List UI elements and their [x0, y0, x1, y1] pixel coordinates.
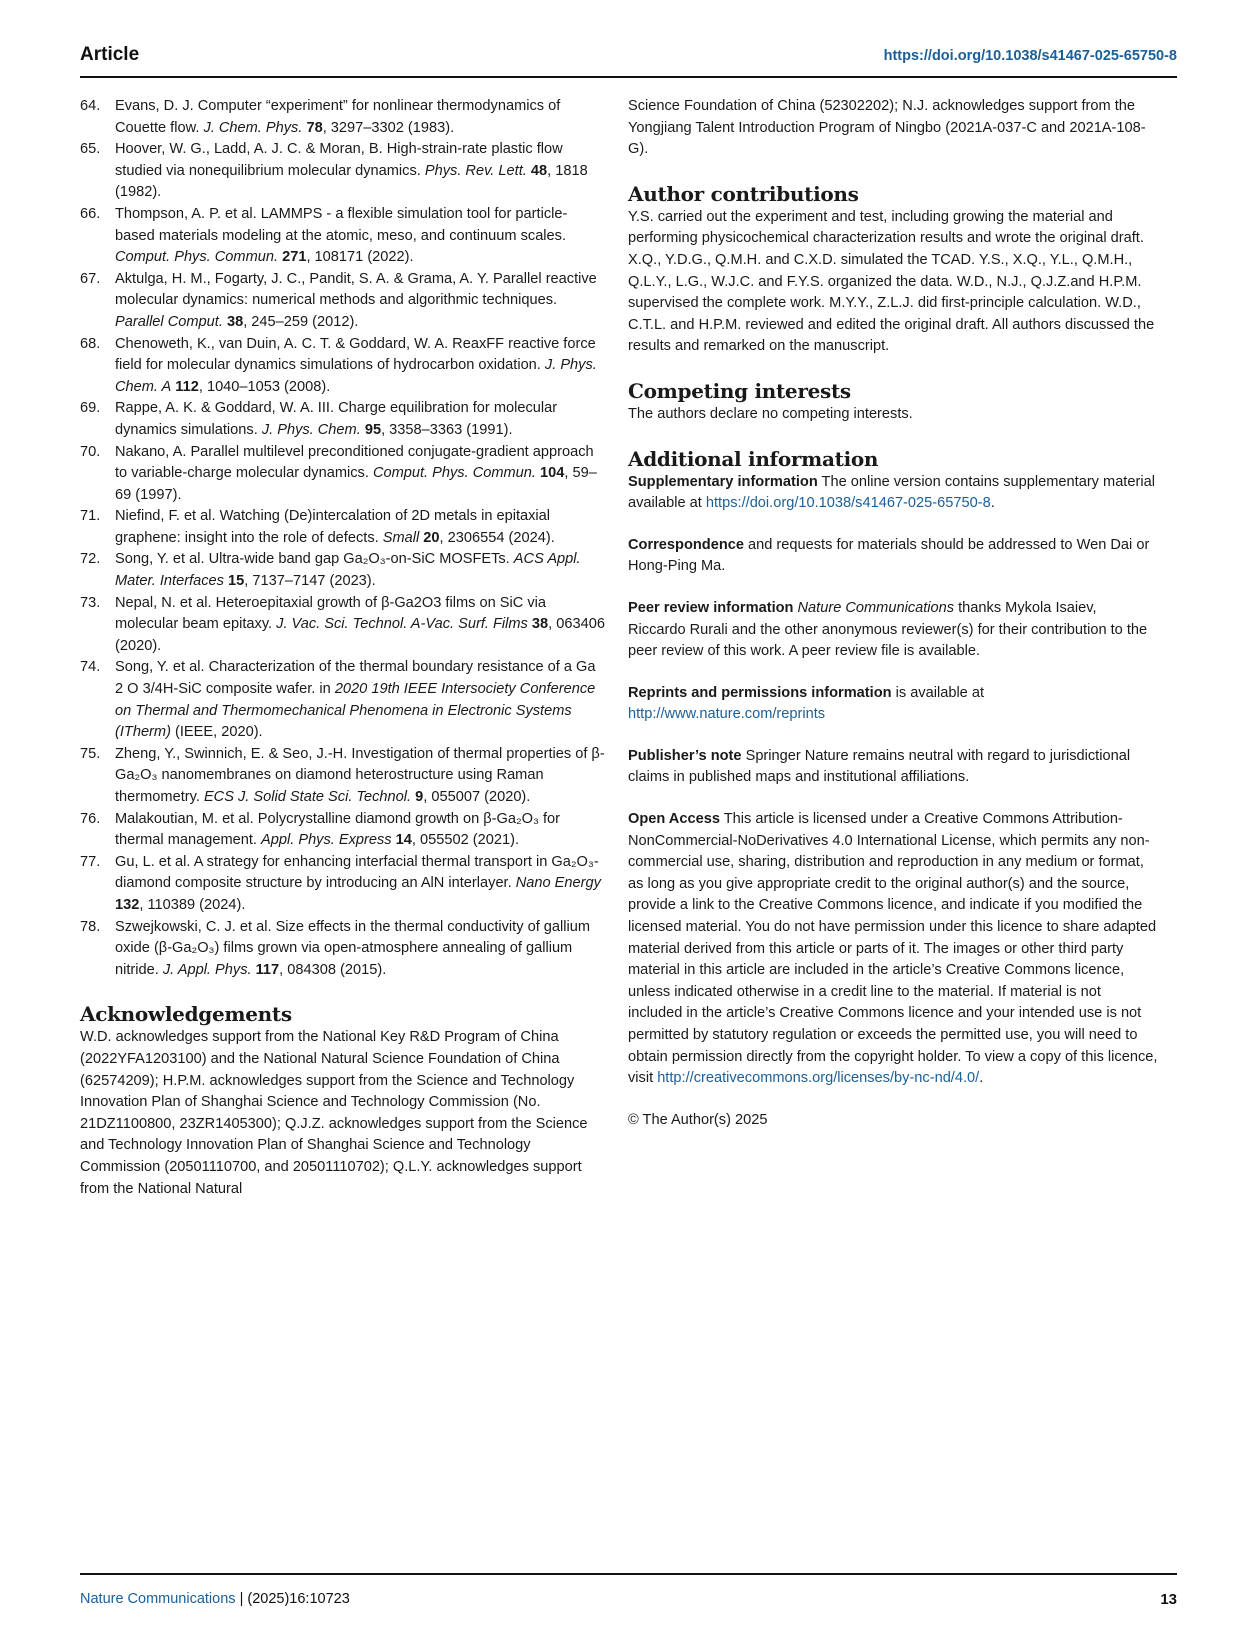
reference-text: Nakano, A. Parallel multilevel preconditioned conjugate-gradient approach to variable-charge molecular dynamics. — [115, 443, 594, 482]
open-access-label: Open Access — [628, 811, 720, 828]
reference-item — [80, 398, 606, 441]
correspondence-text: and requests for materials should be addressed to Wen Dai or Hong-Ping Ma. — [628, 536, 1150, 575]
reference-journal: ECS J. Solid State Sci. Technol. — [203, 789, 412, 805]
license-link[interactable]: http://creativecommons.org/licenses/by-nc-nd/4.0/ — [657, 1070, 980, 1087]
reference-volume: 132 — [115, 896, 140, 913]
reference-item — [80, 657, 606, 743]
competing-interests-heading: Competing interests — [628, 378, 851, 403]
supplementary-information — [628, 472, 1158, 515]
copyright-notice: © The Author(s) 2025 — [628, 1111, 768, 1128]
reference-number: 65. — [80, 141, 101, 158]
reference-number: 78. — [80, 918, 101, 935]
reference-text: Thompson, A. P. et al. LAMMPS - a flexible simulation tool for particle-based materials modeling at the atomic, meso, and continuum scales. — [115, 205, 568, 244]
open-access-text: This article is licensed under a Creative Commons Attribution-NonCommercial-NoDerivatives 4.0 International License, which permits any non-commercial use, sharing, distribution and reproduction in any medium or format, as long as you give appropriate credit to the original author(s) and the source, provide a link to the Creative Commons licence, and indicate if you modified the licensed material. You do not have permission under this licence to share adapted material derived from this article or parts of it. The images or other third party material in this article are included in the article’s Creative Commons licence, unless indicated otherwise in a credit line to the material. If material is not included in the article’s Creative Commons licence and your intended use is not permitted by statutory regulation or exceeds the permitted use, you will need to obtain permission directly from the copyright holder. To view a copy of this licence, visit — [628, 811, 1158, 1087]
acknowledgements-text: W.D. acknowledges support from the National Key R&D Program of China (2022YFA1203100) and the National Natural Science Foundation of China (62574209); H.P.M. acknowledges support from the Science and Technology Innovation Plan of Shanghai Science and Technology Commission (No. 21DZ1100800, 23ZR1405300); Q.J.Z. acknowledges support from the Science and Technology Innovation Plan of Shanghai Science and Technology Commission (20501110700, and 20501110702); Q.L.Y. acknowledges support from the National Natural — [80, 1029, 588, 1197]
correspondence — [628, 535, 1158, 578]
reference-volume: 20 — [423, 529, 440, 546]
reference-item — [80, 139, 606, 204]
reference-journal: Phys. Rev. Lett. — [424, 162, 527, 179]
supplementary-label: Supplementary information — [628, 473, 818, 490]
reference-journal: J. Phys. Chem. — [261, 421, 361, 438]
reference-number: 64. — [80, 98, 101, 114]
competing-interests-text: The authors declare no competing interests. — [628, 405, 913, 422]
reference-pages-year: , 3297–3302 (1983). — [322, 119, 455, 136]
reference-number: 77. — [80, 853, 101, 870]
peer-review-label: Peer review information — [628, 599, 794, 616]
reference-number: 71. — [80, 508, 101, 525]
reference-pages-year: , 1818 (1982). — [115, 162, 588, 201]
reference-pages-year: , 3358–3363 (1991). — [381, 421, 513, 438]
reference-volume: 38 — [226, 313, 244, 330]
reference-number: 67. — [80, 270, 101, 287]
reprints-link[interactable]: http://www.nature.com/reprints — [628, 706, 826, 723]
reference-item — [80, 809, 606, 852]
reference-number: 70. — [80, 443, 101, 460]
publishers-note — [628, 746, 1158, 789]
reference-volume: 9 — [415, 789, 424, 805]
reference-number: 75. — [80, 745, 101, 762]
reprints-text: is available at — [891, 684, 985, 701]
reference-text: Aktulga, H. M., Fogarty, J. C., Pandit, S. A. & Grama, A. Y. Parallel reactive molecular dynamics: numerical methods and algorithmic techniques. — [115, 270, 597, 309]
reference-journal: 2020 19th IEEE Intersociety Conference on Thermal and Thermomechanical Phenomena in Electronic Systems (ITherm) — [115, 681, 596, 741]
peer-review-journal: Nature Communications — [797, 599, 955, 616]
reference-journal: Appl. Phys. Express — [261, 832, 392, 849]
additional-information-heading: Additional information — [628, 446, 879, 471]
reference-text: Song, Y. et al. Characterization of the thermal boundary resistance of a Ga 2 O 3/4H-SiC composite wafer. in — [115, 659, 596, 698]
reference-text: Nepal, N. et al. Heteroepitaxial growth of β-Ga2O3 films on SiC via molecular beam epitaxy. — [115, 594, 546, 633]
reference-item — [80, 744, 606, 809]
author-contributions-heading: Author contributions — [628, 181, 859, 206]
reference-journal: Comput. Phys. Commun. — [372, 465, 536, 482]
reference-item — [80, 852, 606, 917]
page-footer — [80, 1573, 1177, 1615]
reference-journal: J. Appl. Phys. — [162, 961, 252, 978]
reference-number: 74. — [80, 659, 101, 676]
reference-number: 76. — [80, 810, 101, 827]
reference-number: 72. — [80, 551, 101, 568]
reference-text: Evans, D. J. Computer “experiment” for nonlinear thermodynamics of Couette flow. — [115, 98, 561, 136]
footer-journal-name[interactable]: Nature Communications — [80, 1591, 236, 1607]
reference-volume: 78 — [306, 119, 323, 136]
reference-number: 66. — [80, 205, 101, 222]
reference-journal: J. Chem. Phys. — [203, 119, 303, 136]
reprints-information — [628, 683, 1158, 726]
acknowledgements-text-continued: Science Foundation of China (52302202); N.J. acknowledges support from the Yongjiang Talent Introduction Program of Ningbo (2021A-037-C and 2021A-108-G). — [628, 98, 1146, 158]
reference-text: Song, Y. et al. Ultra-wide band gap Ga₂O₃-on-SiC MOSFETs. — [115, 551, 514, 568]
reference-pages-year: (IEEE, 2020). — [170, 724, 263, 741]
reference-pages-year: , 108171 (2022). — [306, 249, 414, 266]
reference-volume: 38 — [531, 616, 549, 633]
reference-journal: ACS Appl. Mater. Interfaces — [115, 551, 581, 590]
reference-journal: Comput. Phys. Commun. — [115, 249, 279, 266]
reference-item — [80, 549, 606, 592]
correspondence-label: Correspondence — [628, 536, 744, 553]
publishers-note-label: Publisher’s note — [628, 747, 742, 764]
author-contributions-text: Y.S. carried out the experiment and test, including growing the material and performing physicochemical characterization results and wrote the original draft. X.Q., Y.D.G., Q.M.H. and C.X.D. simulated the TCAD. Y.S., X.Q., Y.L., Q.M.H., Q.L.Y., L.G., W.J.C. and F.Y.S. organized the data. W.D., N.J., Q.J.Z.and H.P.M. supervised the complete work. M.Y.Y., Z.L.J. did first-principle calculation. W.D., C.T.L. and H.P.M. reviewed and edited the original draft. All authors discussed the results and remarked on the manuscript. — [628, 208, 1155, 355]
peer-review-information — [628, 598, 1158, 663]
left-column — [80, 96, 606, 1200]
reference-journal: Nano Energy — [515, 875, 601, 892]
reference-item — [80, 506, 606, 549]
acknowledgements-heading: Acknowledgements — [80, 1002, 292, 1027]
reference-volume: 117 — [255, 961, 280, 978]
footer-citation — [80, 1591, 350, 1607]
reference-volume: 95 — [364, 421, 382, 438]
reference-text: Gu, L. et al. A strategy for enhancing interfacial thermal transport in Ga₂O₃-diamond composite structure by introducing an AlN interlayer. — [115, 853, 599, 892]
reference-volume: 104 — [540, 465, 565, 482]
reference-journal: Parallel Comput. — [115, 313, 223, 330]
supplementary-link[interactable]: https://doi.org/10.1038/s41467-025-65750-8 — [705, 495, 991, 512]
peer-review-text: thanks Mykola Isaiev, Riccardo Rurali and the other anonymous reviewer(s) for their contribution to the peer review of this work. A peer review file is available. — [628, 599, 1148, 660]
reference-text: Malakoutian, M. et al. Polycrystalline diamond growth on β-Ga₂O₃ for thermal management. — [115, 810, 561, 849]
reference-item — [80, 917, 606, 982]
reference-pages-year: , 1040–1053 (2008). — [198, 378, 331, 395]
reference-volume: 271 — [282, 249, 307, 266]
reference-pages-year: , 245–259 (2012). — [243, 313, 359, 330]
reference-number: 68. — [80, 335, 101, 352]
page-number: 13 — [1160, 1591, 1177, 1608]
reference-volume: 14 — [395, 832, 412, 849]
reference-volume: 15 — [228, 573, 245, 590]
reference-text: Zheng, Y., Swinnich, E. & Seo, J.-H. Investigation of thermal properties of β-Ga₂O₃ nanomembranes on diamond heterostructure using Raman thermometry. — [115, 745, 605, 805]
reference-text: Chenoweth, K., van Duin, A. C. T. & Goddard, W. A. ReaxFF reactive force field for molecular dynamics simulations of hydrocarbon oxidation. — [115, 335, 596, 374]
reference-item — [80, 269, 606, 334]
page-header — [80, 44, 1177, 78]
reference-volume: 48 — [530, 162, 548, 179]
header-doi-link[interactable]: https://doi.org/10.1038/s41467-025-65750-8 — [883, 48, 1177, 64]
reference-number: 69. — [80, 400, 101, 417]
reference-list — [80, 96, 606, 981]
reference-item — [80, 442, 606, 507]
reference-item — [80, 334, 606, 399]
reference-text: Szwejkowski, C. J. et al. Size effects in the thermal conductivity of gallium oxide (β-Ga₂O₃) films grown via open-atmosphere annealing of gallium nitride. — [115, 918, 591, 978]
reference-journal: J. Phys. Chem. A — [115, 357, 597, 395]
reference-pages-year: , 2306554 (2024). — [439, 529, 555, 546]
right-column — [628, 96, 1158, 1131]
punctuation: . — [990, 495, 995, 512]
footer-volume-info: | (2025)16:10723 — [235, 1591, 350, 1607]
open-access — [628, 809, 1158, 1090]
reference-pages-year: , 055502 (2021). — [411, 832, 520, 849]
reference-journal: Small — [382, 529, 420, 546]
punctuation: . — [979, 1070, 984, 1087]
supplementary-text: The online version contains supplementary material available at — [628, 473, 1155, 512]
reference-pages-year: , 084308 (2015). — [279, 961, 387, 978]
reference-item — [80, 593, 606, 658]
reference-pages-year: , 110389 (2024). — [139, 896, 246, 913]
publishers-note-text: Springer Nature remains neutral with regard to jurisdictional claims in published maps and institutional affiliations. — [628, 747, 1131, 786]
reference-text: Hoover, W. G., Ladd, A. J. C. & Moran, B. High-strain-rate plastic flow studied via nonequilibrium molecular dynamics. — [115, 141, 563, 179]
reference-volume: 112 — [175, 378, 199, 395]
reprints-label: Reprints and permissions information — [628, 684, 892, 701]
reference-pages-year: , 055007 (2020). — [423, 789, 531, 805]
reference-text: Niefind, F. et al. Watching (De)intercalation of 2D metals in epitaxial graphene: insight into the role of defects. — [115, 508, 551, 546]
reference-item — [80, 96, 606, 139]
reference-pages-year: , 59–69 (1997). — [115, 465, 597, 503]
reference-pages-year: , 7137–7147 (2023). — [244, 573, 376, 590]
reference-pages-year: , 063406 (2020). — [115, 616, 605, 654]
reference-text: Rappe, A. K. & Goddard, W. A. III. Charge equilibration for molecular dynamics simulations. — [115, 400, 558, 438]
reference-item — [80, 204, 606, 269]
reference-number: 73. — [80, 594, 101, 611]
reference-journal: J. Vac. Sci. Technol. A-Vac. Surf. Films — [276, 616, 528, 633]
article-type-label: Article — [80, 44, 140, 65]
